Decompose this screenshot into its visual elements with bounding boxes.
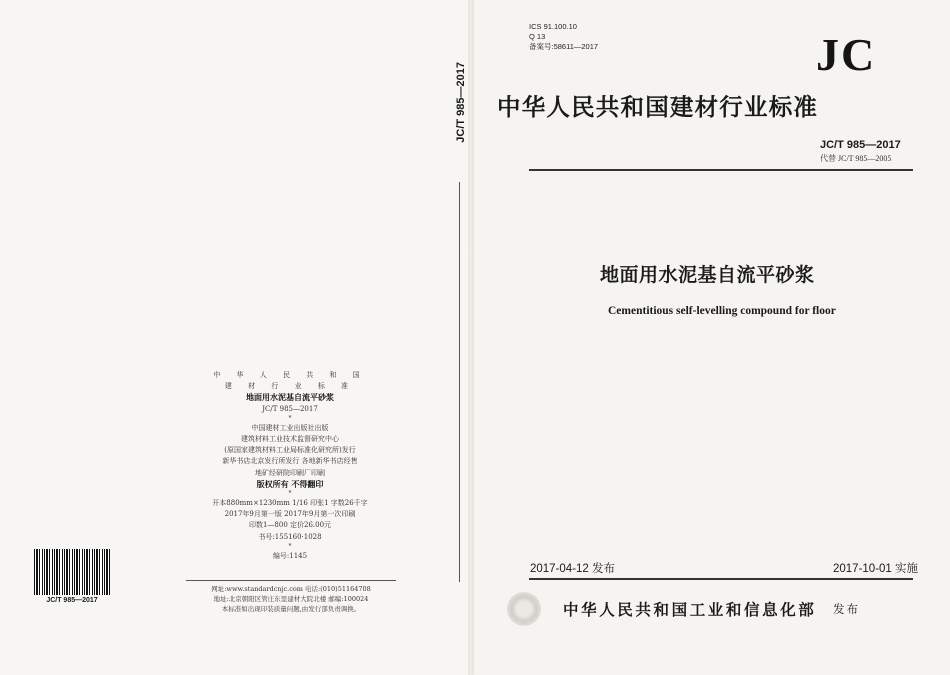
colophon-line: 新华书店北京发行所发行 各地新华书店经售 [222,457,358,466]
ccs-code: Q 13 [529,32,546,41]
filing-number: 备案号:58611—2017 [529,42,599,51]
colophon-line: JC/T 985—2017 [262,404,318,413]
colophon-footer-line: 本标准如出现印装质量问题,由发行部负责调换。 [221,605,361,613]
colophon-line: 印数1—800 定价26.00元 [248,521,332,530]
colophon-separator: * [288,414,292,422]
spine [441,62,469,182]
colophon-line: 中 华 人 民 共 和 国 [213,371,367,379]
colophon-footer-line: 网址:www.standardcnjc.com 电话:(010)51164708 [211,585,371,593]
standard-number: JC/T 985—2017 [820,139,901,151]
colophon-footer-line: 地址:北京朝阳区管庄东里建材大院北楼 邮编:100024 [213,595,369,603]
spine-code: JC/T 985—2017 [455,62,467,143]
ics-code: ICS 91.100.10 [529,22,577,31]
document-title-cn: 地面用水泥基自流平砂浆 [600,264,815,286]
barcode-text: JC/T 985—2017 [46,597,98,604]
spine-rule [459,182,460,582]
colophon-line: 2017年9月第一版 2017年9月第一次印刷 [224,510,356,519]
issuing-action: 发布 [833,602,860,616]
document-title-en: Cementitious self-levelling compound for floor [608,305,836,317]
colophon-line: 建 材 行 业 标 准 [224,382,356,391]
colophon-line: 中国建材工业出版社出版 [251,423,329,432]
header-rule [529,169,913,171]
standard-category-title: 中华人民共和国建材行业标准 [497,93,819,121]
seal-stamp [507,592,541,626]
jc-logo: JC [816,29,877,80]
colophon-line: 地矿经研院印刷厂印刷 [255,468,325,477]
issuing-authority: 中华人民共和国工业和信息化部 [563,600,817,619]
colophon-footer [186,580,396,614]
barcode-bars [34,549,110,595]
footer-rule [529,578,913,580]
colophon-title: 地面用水泥基自流平砂浆 [246,392,334,403]
colophon-separator: * [288,490,292,498]
classification-block [529,22,598,52]
replaces-standard: 代替 JC/T 985—2005 [820,154,892,163]
copyright-notice: 版权所有 不得翻印 [256,478,324,489]
issue-date: 2017-04-12 发布 [530,563,616,575]
colophon-line: (原国家建筑材料工业局标准化研究所)发行 [224,446,356,455]
colophon-line: 编号:1145 [272,551,308,560]
colophon-separator: * [288,542,292,550]
implementation-date: 2017-10-01 实施 [833,563,919,575]
colophon-line: 书号:155160·1028 [258,532,322,541]
colophon-line: 开本880mm×1230mm 1/16 印张1 字数26千字 [212,499,368,508]
colophon-line: 建筑材料工业技术监督研究中心 [241,435,339,444]
barcode [34,549,110,604]
colophon [190,370,390,562]
